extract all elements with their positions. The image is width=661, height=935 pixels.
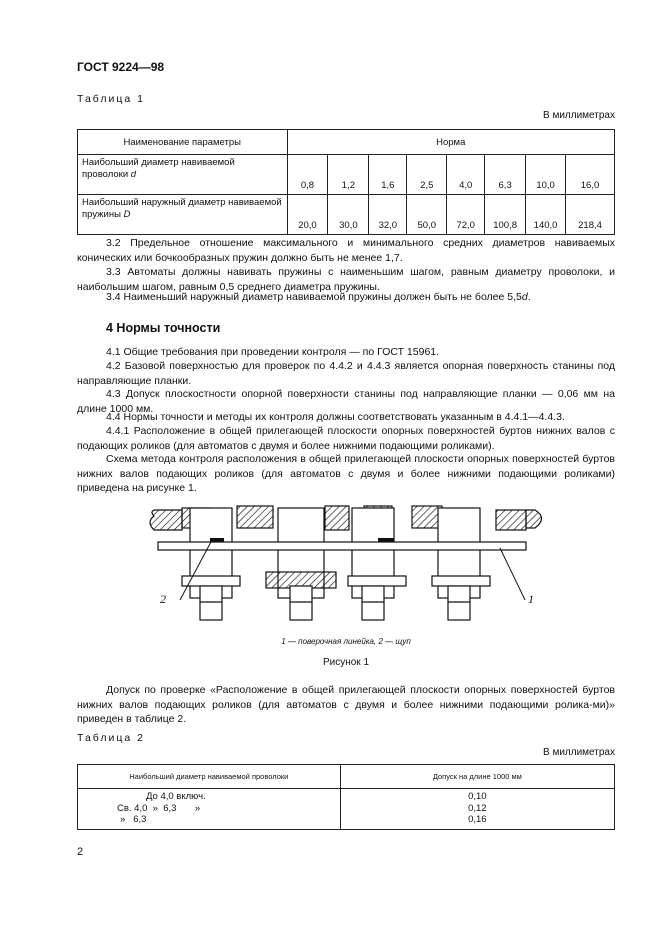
table2-header-tolerance: Допуск на длине 1000 мм — [340, 765, 614, 789]
paragraph-4-4-1: 4.4.1 Расположение в общей прилегающей плоскости опорных поверхностей буртов нижних валов с подающих роликов (для автоматов с двумя и более нижними подающими роликами). — [77, 425, 615, 452]
table-cell: 16,0 — [566, 155, 615, 195]
table2-range: Св. 4,0 » 6,3 » — [117, 802, 201, 814]
table2-header-diameter: Наибольший диаметр навиваемой проволоки — [78, 765, 341, 789]
table-cell: 20,0 — [287, 195, 328, 235]
figure-label-1: 1 — [528, 592, 534, 606]
table-cell: 6,3 — [485, 155, 526, 195]
table1-caption: Таблица 1 — [77, 93, 145, 105]
paragraph-4-2: 4.2 Базовой поверхностью для проверок по 4.4.2 и 4.4.3 является опорная поверхность станины под направляющие планки. — [77, 360, 615, 387]
table-cell: 2,5 — [407, 155, 447, 195]
document-code: ГОСТ 9224—98 — [77, 60, 165, 74]
table-cell: 32,0 — [369, 195, 407, 235]
table2-value: 0,16 — [468, 814, 487, 825]
table1-units: В миллиметрах — [543, 110, 615, 121]
table-cell: 140,0 — [526, 195, 566, 235]
table2 — [77, 764, 615, 830]
paragraph-3-2: 3.2 Предельное отношение максимального и минимального средних диаметров навиваемых конических или бочкообразных пружин должно быть не менее 1,7. — [77, 237, 615, 264]
table-cell: 1,2 — [328, 155, 369, 195]
table-cell: 218,4 — [566, 195, 615, 235]
table-cell: 72,0 — [447, 195, 485, 235]
table-cell: 10,0 — [526, 155, 566, 195]
table2-ranges — [78, 789, 341, 830]
paragraph-tolerance: Допуск по проверке «Расположение в общей прилегающей плоскости опорных поверхностей буртов нижних валов подающих роликов (для автоматов с двумя и более нижними подающими ролика-ми)» приведен в таблице 2. — [77, 684, 615, 726]
paragraph-4-1: 4.1 Общие требования при проведении контроля — по ГОСТ 15961. — [106, 346, 440, 358]
figure-1-drawing — [140, 500, 560, 630]
table-cell: 100,8 — [485, 195, 526, 235]
paragraph-3-4: 3.4 Наименьший наружный диаметр навиваемой пружины должен быть не более 5,5d. — [106, 291, 531, 303]
figure-legend: 1 — поверочная линейка, 2 — щуп — [281, 637, 411, 646]
table1-row-label: Наибольший наружный диаметр навиваемой пружины D — [78, 195, 288, 235]
paragraph-scheme: Схема метода контроля расположения в общей прилегающей плоскости опорных поверхностей буртов нижних валов подающих роликов (для автоматов с двумя и более нижними подающими роликами) приведена на рисунке 1. — [77, 453, 615, 495]
figure-label-2: 2 — [160, 592, 166, 606]
table1 — [77, 129, 615, 235]
paragraph-4-3: 4.3 Допуск плоскостности опорной поверхности станины под направляющие планки — 0,06 мм на длине 1000 мм. — [77, 388, 615, 415]
paragraph-3-3: 3.3 Автоматы должны навивать пружины с наименьшим шагом, равным диаметру проволоки, и наибольшим шагом, равным 0,5 среднего диаметра пружины. — [77, 266, 615, 293]
table1-row-label: Наибольший диаметр навиваемой проволоки d — [78, 155, 288, 195]
table2-units: В миллиметрах — [543, 747, 615, 758]
table-cell: 30,0 — [328, 195, 369, 235]
section-heading: 4 Нормы точности — [106, 321, 221, 335]
table-cell: 0,8 — [287, 155, 328, 195]
table-cell: 1,6 — [369, 155, 407, 195]
table2-range: » 6,3 — [120, 814, 147, 825]
table1-header-norm: Норма — [287, 130, 614, 155]
table-row — [78, 155, 615, 195]
table2-values — [340, 789, 614, 830]
table1-header-param: Наименование параметры — [78, 130, 288, 155]
table-cell: 4,0 — [447, 155, 485, 195]
table2-value: 0,10 — [468, 791, 487, 802]
table2-caption: Таблица 2 — [77, 732, 145, 744]
figure-caption: Рисунок 1 — [322, 657, 370, 668]
page-number: 2 — [77, 846, 84, 858]
table-row — [78, 195, 615, 235]
paragraph-4-4: 4.4 Нормы точности и методы их контроля должны соответствовать указанным в 4.4.1—4.4.3. — [106, 411, 565, 423]
table2-range: До 4,0 включ. — [146, 791, 206, 802]
table-row — [78, 789, 615, 830]
table-cell: 50,0 — [407, 195, 447, 235]
table2-value: 0,12 — [468, 802, 487, 814]
